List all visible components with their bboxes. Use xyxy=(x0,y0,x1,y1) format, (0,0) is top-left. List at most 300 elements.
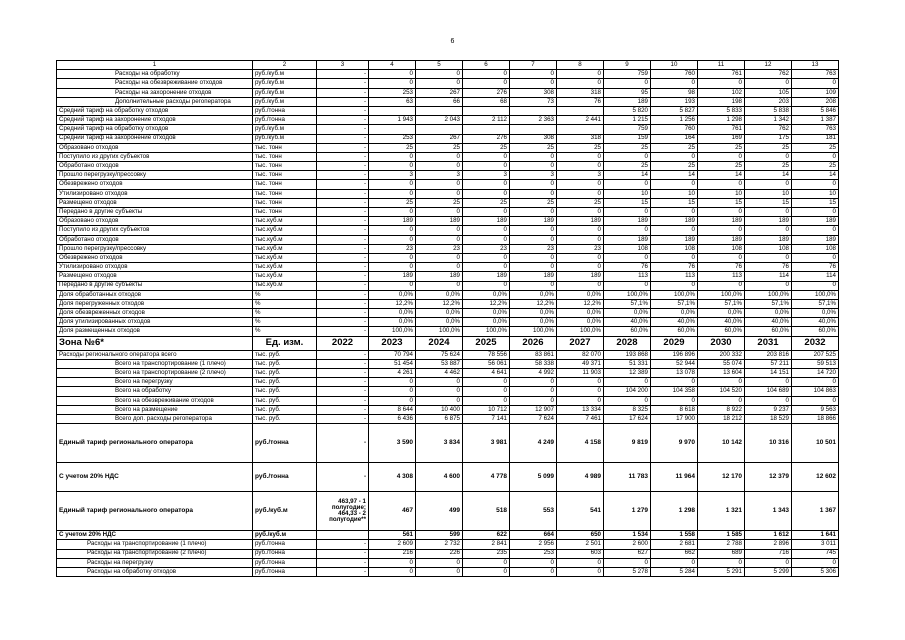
row-unit: руб./куб.м xyxy=(253,70,317,79)
cell-2024: 0 xyxy=(416,162,463,171)
row-unit: тыс. тонн xyxy=(253,189,317,198)
cell-2025: 0 xyxy=(463,79,510,88)
cell-2026: 0 xyxy=(510,180,557,189)
cell-2030: 200 332 xyxy=(698,350,745,359)
cell-2026: 3 xyxy=(510,171,557,180)
cell-2023: 253 xyxy=(369,134,416,143)
cell-2023: 0 xyxy=(369,263,416,272)
table-row xyxy=(57,235,839,244)
cell-2030: 100,0% xyxy=(698,290,745,299)
row-label: Прошло перегрузку/прессовку xyxy=(57,171,253,180)
cell-2022: - xyxy=(317,171,369,180)
cell-2025: 0 xyxy=(463,281,510,290)
cell-2027: 189 xyxy=(557,217,604,226)
row-unit: руб./тонна xyxy=(253,424,317,463)
cell-2028: 0 xyxy=(604,208,651,217)
cell-2030: 60,0% xyxy=(698,327,745,336)
cell-2027: 0 xyxy=(557,162,604,171)
cell-2032: 76 xyxy=(792,263,839,272)
cell-2027: 318 xyxy=(557,88,604,97)
cell-2032: 40,0% xyxy=(792,318,839,327)
cell-2032: 189 xyxy=(792,235,839,244)
cell-2025: 0 xyxy=(463,189,510,198)
cell-2031: 0 xyxy=(745,378,792,387)
cell-2029: 25 xyxy=(651,162,698,171)
cell-2028: 40,0% xyxy=(604,318,651,327)
cell-2022: - xyxy=(317,463,369,492)
cell-2029: 760 xyxy=(651,70,698,79)
table-row xyxy=(57,567,839,576)
cell-2032: 0 xyxy=(792,79,839,88)
cell-2032: 0 xyxy=(792,396,839,405)
cell-2030: 0 xyxy=(698,79,745,88)
cell-2026: 0 xyxy=(510,281,557,290)
cell-2029: 60,0% xyxy=(651,327,698,336)
row-label: Средний тариф на обработку отходов xyxy=(57,125,253,134)
cell-2026: 553 xyxy=(510,492,557,531)
cell-2031: 57 211 xyxy=(745,359,792,368)
cell-2026: 100,0% xyxy=(510,327,557,336)
cell-2029: 25 xyxy=(651,143,698,152)
year-header-2025: 2025 xyxy=(463,336,510,350)
cell-2031: 716 xyxy=(745,549,792,558)
row-unit: тыс. руб. xyxy=(253,369,317,378)
cell-2026: 12 907 xyxy=(510,405,557,414)
row-label: Всего на обезвреживание отходов xyxy=(57,396,253,405)
row-unit: тыс.куб.м xyxy=(253,235,317,244)
cell-2028: 104 200 xyxy=(604,387,651,396)
table-row xyxy=(57,463,839,492)
cell-2028: 8 325 xyxy=(604,405,651,414)
cell-2023: 23 xyxy=(369,244,416,253)
cell-2031: 60,0% xyxy=(745,327,792,336)
cell-2031: 14 xyxy=(745,171,792,180)
row-label: Доля утилизированных отходов xyxy=(57,318,253,327)
cell-2028: 12 389 xyxy=(604,369,651,378)
cell-2028: 0 xyxy=(604,180,651,189)
cell-2027: 25 xyxy=(557,198,604,207)
cell-2025: 0 xyxy=(463,378,510,387)
cell-2026: 308 xyxy=(510,88,557,97)
cell-2029: 164 xyxy=(651,134,698,143)
cell-2027: 0 xyxy=(557,152,604,161)
cell-2029: 8 618 xyxy=(651,405,698,414)
cell-2031: 9 237 xyxy=(745,405,792,414)
cell-2030: 5 833 xyxy=(698,106,745,115)
cell-2031: 25 xyxy=(745,162,792,171)
cell-2027: 0,0% xyxy=(557,318,604,327)
cell-2023: 63 xyxy=(369,97,416,106)
cell-2026: 0 xyxy=(510,567,557,576)
cell-2029: 1 298 xyxy=(651,492,698,531)
cell-2025: 0,0% xyxy=(463,318,510,327)
cell-2026: 0 xyxy=(510,226,557,235)
column-number-2: 2 xyxy=(253,61,317,70)
cell-2028: 57,1% xyxy=(604,299,651,308)
row-label: Расходы на захоронение отходов xyxy=(57,88,253,97)
row-unit: тыс. тонн xyxy=(253,208,317,217)
cell-2023: 0 xyxy=(369,152,416,161)
table-row xyxy=(57,162,839,171)
row-label: Передано в другие субъекты xyxy=(57,281,253,290)
cell-2026: 0 xyxy=(510,378,557,387)
table-row xyxy=(57,309,839,318)
cell-2022: - xyxy=(317,106,369,115)
table-row xyxy=(57,299,839,308)
cell-2031: 12 379 xyxy=(745,463,792,492)
cell-2023: 2 609 xyxy=(369,540,416,549)
cell-2032: 0 xyxy=(792,253,839,262)
row-label: Средний тариф на обработку отходов xyxy=(57,106,253,115)
cell-2025: 0 xyxy=(463,253,510,262)
cell-2025: 100,0% xyxy=(463,327,510,336)
cell-2027: 0 xyxy=(557,70,604,79)
cell-2026: 0 xyxy=(510,189,557,198)
cell-2025 xyxy=(463,125,510,134)
cell-2027: 0 xyxy=(557,180,604,189)
row-label: Доля обработанных отходов xyxy=(57,290,253,299)
cell-2025: 3 xyxy=(463,171,510,180)
cell-2032: 15 xyxy=(792,198,839,207)
cell-2030: 1 321 xyxy=(698,492,745,531)
cell-2022: - xyxy=(317,540,369,549)
cell-2024: 75 624 xyxy=(416,350,463,359)
cell-2032: 114 xyxy=(792,272,839,281)
row-unit: руб./куб.м xyxy=(253,531,317,540)
column-number-10: 10 xyxy=(651,61,698,70)
cell-2030: 0 xyxy=(698,378,745,387)
row-unit: % xyxy=(253,299,317,308)
table-row xyxy=(57,97,839,106)
cell-2030: 1 585 xyxy=(698,531,745,540)
cell-2024: 0 xyxy=(416,79,463,88)
row-unit: руб./тонна xyxy=(253,106,317,115)
cell-2022: - xyxy=(317,208,369,217)
cell-2027: 23 xyxy=(557,244,604,253)
table-row xyxy=(57,244,839,253)
table-row xyxy=(57,171,839,180)
row-unit: руб./куб.м xyxy=(253,125,317,134)
table-row xyxy=(57,369,839,378)
cell-2031: 114 xyxy=(745,272,792,281)
cell-2028: 627 xyxy=(604,549,651,558)
cell-2022: - xyxy=(317,88,369,97)
cell-2023: 0 xyxy=(369,162,416,171)
cell-2030: 198 xyxy=(698,97,745,106)
row-label: Расходы на транспортирование (1 плечо) xyxy=(57,540,253,549)
cell-2024: 267 xyxy=(416,88,463,97)
row-unit: руб./тонна xyxy=(253,116,317,125)
row-unit: руб./куб.м xyxy=(253,88,317,97)
row-label: С учетом 20% НДС xyxy=(57,531,253,540)
cell-2031: 10 316 xyxy=(745,424,792,463)
cell-2032: 763 xyxy=(792,70,839,79)
column-number-12: 12 xyxy=(745,61,792,70)
cell-2031: 189 xyxy=(745,235,792,244)
cell-2023: 8 644 xyxy=(369,405,416,414)
cell-2024: 0 xyxy=(416,253,463,262)
cell-2027: 650 xyxy=(557,531,604,540)
table-row xyxy=(57,116,839,125)
cell-2031: 0 xyxy=(745,281,792,290)
cell-2028: 95 xyxy=(604,88,651,97)
cell-2025: 4 778 xyxy=(463,463,510,492)
cell-2023: 0 xyxy=(369,396,416,405)
cell-2024 xyxy=(416,125,463,134)
cell-2026 xyxy=(510,106,557,115)
cell-2027: 4 158 xyxy=(557,424,604,463)
cell-2027: 25 xyxy=(557,143,604,152)
cell-2025: 23 xyxy=(463,244,510,253)
cell-2025: 0 xyxy=(463,208,510,217)
row-unit: тыс. тонн xyxy=(253,152,317,161)
cell-2028: 0 xyxy=(604,396,651,405)
cell-2032: 25 xyxy=(792,162,839,171)
cell-2032: 763 xyxy=(792,125,839,134)
cell-2023: 0 xyxy=(369,387,416,396)
cell-2029: 0 xyxy=(651,180,698,189)
cell-2030: 10 xyxy=(698,189,745,198)
cell-2024: 189 xyxy=(416,272,463,281)
cell-2024: 3 xyxy=(416,171,463,180)
cell-2026: 189 xyxy=(510,272,557,281)
cell-2022: - xyxy=(317,152,369,161)
column-number-4: 4 xyxy=(369,61,416,70)
cell-2029: 14 xyxy=(651,171,698,180)
row-label: Всего на размещение xyxy=(57,405,253,414)
cell-2025: 78 556 xyxy=(463,350,510,359)
cell-2027: 76 xyxy=(557,97,604,106)
cell-2030: 0 xyxy=(698,253,745,262)
table-row xyxy=(57,359,839,368)
cell-2027: 0 xyxy=(557,189,604,198)
cell-2024: 12,2% xyxy=(416,299,463,308)
cell-2025: 2 841 xyxy=(463,540,510,549)
cell-2022: - xyxy=(317,327,369,336)
cell-2029: 100,0% xyxy=(651,290,698,299)
table-row xyxy=(57,253,839,262)
cell-2028: 0 xyxy=(604,281,651,290)
cell-2024: 0,0% xyxy=(416,309,463,318)
cell-2028: 5 820 xyxy=(604,106,651,115)
row-label: Утилизировано отходов xyxy=(57,263,253,272)
cell-2030: 0 xyxy=(698,180,745,189)
cell-2024: 0 xyxy=(416,387,463,396)
cell-2028: 10 xyxy=(604,189,651,198)
year-header-2023: 2023 xyxy=(369,336,416,350)
cell-2024: 0 xyxy=(416,378,463,387)
cell-2027: 12,2% xyxy=(557,299,604,308)
cell-2025: 0,0% xyxy=(463,290,510,299)
cell-2029: 113 xyxy=(651,272,698,281)
cell-2025: 276 xyxy=(463,134,510,143)
cell-2030: 12 170 xyxy=(698,463,745,492)
cell-2022: - xyxy=(317,162,369,171)
cell-2022: - xyxy=(317,235,369,244)
cell-2030: 0 xyxy=(698,396,745,405)
cell-2031: 0 xyxy=(745,253,792,262)
cell-2027: 0,0% xyxy=(557,290,604,299)
cell-2022: - xyxy=(317,272,369,281)
cell-2025: 68 xyxy=(463,97,510,106)
cell-2024: 0 xyxy=(416,70,463,79)
cell-2028: 25 xyxy=(604,162,651,171)
cell-2032: 57,1% xyxy=(792,299,839,308)
cell-2026 xyxy=(510,125,557,134)
cell-2027: 0 xyxy=(557,208,604,217)
row-label: Расходы на обезвреживание отходов xyxy=(57,79,253,88)
row-unit: % xyxy=(253,327,317,336)
column-number-5: 5 xyxy=(416,61,463,70)
cell-2029: 0 xyxy=(651,253,698,262)
cell-2023: 0 xyxy=(369,208,416,217)
cell-2027: 0 xyxy=(557,378,604,387)
cell-2031: 108 xyxy=(745,244,792,253)
cell-2023: 4 261 xyxy=(369,369,416,378)
cell-2031: 5 838 xyxy=(745,106,792,115)
cell-2029: 0 xyxy=(651,378,698,387)
cell-2026: 308 xyxy=(510,134,557,143)
cell-2024: 25 xyxy=(416,143,463,152)
table-row xyxy=(57,125,839,134)
cell-2022: - xyxy=(317,318,369,327)
row-label: Прошло перегрузку/прессовку xyxy=(57,244,253,253)
cell-2032: 181 xyxy=(792,134,839,143)
cell-2022: - xyxy=(317,79,369,88)
cell-2026: 0,0% xyxy=(510,290,557,299)
cell-2030: 189 xyxy=(698,217,745,226)
cell-2028: 159 xyxy=(604,134,651,143)
cell-2025: 3 981 xyxy=(463,424,510,463)
cell-2029: 189 xyxy=(651,235,698,244)
cell-2025: 0 xyxy=(463,152,510,161)
cell-2025: 0 xyxy=(463,567,510,576)
cell-2026: 5 099 xyxy=(510,463,557,492)
cell-2032: 207 525 xyxy=(792,350,839,359)
cell-2029: 52 944 xyxy=(651,359,698,368)
cell-2029: 0 xyxy=(651,79,698,88)
row-label: Всего на транспортирование (1 плечо) xyxy=(57,359,253,368)
cell-2029: 9 970 xyxy=(651,424,698,463)
cell-2022: - xyxy=(317,378,369,387)
row-label: Расходы на транспортирование (2 плечо) xyxy=(57,549,253,558)
cell-2032: 0,0% xyxy=(792,309,839,318)
row-unit: руб./тонна xyxy=(253,567,317,576)
cell-2025 xyxy=(463,106,510,115)
cell-2023: 6 436 xyxy=(369,414,416,423)
row-label: Расходы на обработку xyxy=(57,70,253,79)
cell-2030: 8 922 xyxy=(698,405,745,414)
cell-2024: 499 xyxy=(416,492,463,531)
cell-2032: 59 513 xyxy=(792,359,839,368)
cell-2031: 0 xyxy=(745,208,792,217)
row-label: Расходы регионального оператора всего xyxy=(57,350,253,359)
cell-2023: 1 943 xyxy=(369,116,416,125)
cell-2028: 25 xyxy=(604,143,651,152)
cell-2029: 760 xyxy=(651,125,698,134)
cell-2028: 5 278 xyxy=(604,567,651,576)
row-unit: тыс. руб. xyxy=(253,378,317,387)
cell-2032: 14 720 xyxy=(792,369,839,378)
cell-2026: 2 363 xyxy=(510,116,557,125)
row-unit: тыс. тонн xyxy=(253,162,317,171)
cell-2030: 55 074 xyxy=(698,359,745,368)
cell-2027 xyxy=(557,125,604,134)
cell-2023: 0,0% xyxy=(369,309,416,318)
cell-2028: 100,0% xyxy=(604,290,651,299)
table-row xyxy=(57,396,839,405)
cell-2027: 2 501 xyxy=(557,540,604,549)
cell-2031: 18 529 xyxy=(745,414,792,423)
cell-2029: 40,0% xyxy=(651,318,698,327)
cell-2031: 104 689 xyxy=(745,387,792,396)
cell-2030: 15 xyxy=(698,198,745,207)
cell-2022: - xyxy=(317,125,369,134)
cell-2026: 25 xyxy=(510,198,557,207)
cell-2023: 0,0% xyxy=(369,318,416,327)
cell-2029: 76 xyxy=(651,263,698,272)
cell-2031: 762 xyxy=(745,70,792,79)
cell-2032: 0 xyxy=(792,180,839,189)
cell-2030: 57,1% xyxy=(698,299,745,308)
year-header-2031: 2031 xyxy=(745,336,792,350)
cell-2031: 1 343 xyxy=(745,492,792,531)
cell-2029: 13 078 xyxy=(651,369,698,378)
cell-2025: 622 xyxy=(463,531,510,540)
cell-2022: - xyxy=(317,70,369,79)
cell-2023: 0 xyxy=(369,253,416,262)
year-header-2032: 2032 xyxy=(792,336,839,350)
year-header-2022: 2022 xyxy=(317,336,369,350)
row-unit: тыс.куб.м xyxy=(253,217,317,226)
cell-2027: 0 xyxy=(557,387,604,396)
cell-2023: 51 454 xyxy=(369,359,416,368)
row-unit: руб./куб.м xyxy=(253,79,317,88)
cell-2031: 5 299 xyxy=(745,567,792,576)
cell-2028: 759 xyxy=(604,70,651,79)
cell-2030: 0 xyxy=(698,208,745,217)
cell-2026: 0 xyxy=(510,253,557,262)
row-label: Единый тариф регионального оператора xyxy=(57,492,253,531)
cell-2028: 9 819 xyxy=(604,424,651,463)
row-label: Обработано отходов xyxy=(57,235,253,244)
cell-2032: 5 306 xyxy=(792,567,839,576)
cell-2030: 40,0% xyxy=(698,318,745,327)
cell-2031: 40,0% xyxy=(745,318,792,327)
row-label: Всего на обработку xyxy=(57,387,253,396)
table-row xyxy=(57,414,839,423)
column-number-7: 7 xyxy=(510,61,557,70)
cell-2028: 51 331 xyxy=(604,359,651,368)
row-unit: руб./тонна xyxy=(253,558,317,567)
cell-2031: 0 xyxy=(745,152,792,161)
cell-2026: 0 xyxy=(510,235,557,244)
cell-2030: 189 xyxy=(698,235,745,244)
cell-2024: 267 xyxy=(416,134,463,143)
table-row xyxy=(57,387,839,396)
cell-2024: 23 xyxy=(416,244,463,253)
cell-2023: 0 xyxy=(369,378,416,387)
cell-2024: 66 xyxy=(416,97,463,106)
cell-2026: 253 xyxy=(510,549,557,558)
cell-2029: 0 xyxy=(651,226,698,235)
cell-2024: 0 xyxy=(416,235,463,244)
cell-2026: 0 xyxy=(510,396,557,405)
cell-2031: 105 xyxy=(745,88,792,97)
cell-2027: 2 441 xyxy=(557,116,604,125)
cell-2032: 745 xyxy=(792,549,839,558)
year-header-2028: 2028 xyxy=(604,336,651,350)
